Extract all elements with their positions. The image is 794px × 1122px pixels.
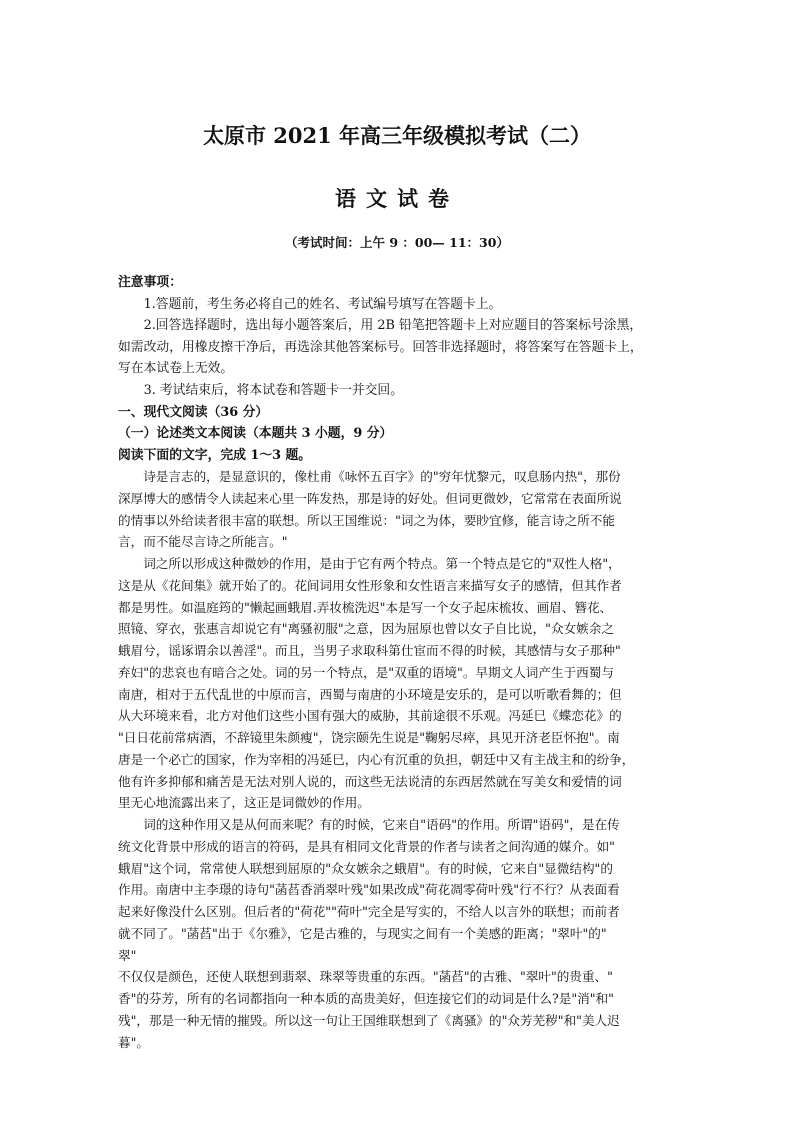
note-item: 3. 考试结束后，将本试卷和答题卡一并交回。 — [143, 382, 404, 398]
passage-line: 香"的芬芳，所有的名词都指向一种本质的高贵美好，但连接它们的动词是什么?是"消"和" — [118, 991, 614, 1006]
passage-line: 作用。南唐中主李璟的诗句"菡萏香消翠叶残"如果改成"荷花凋零荷叶残"行不行？从表面看 — [118, 882, 620, 898]
passage-line: 诗是言志的，是显意识的，像杜甫《咏怀五百字》的"穷年忧黎元，叹息肠内热"，那份 — [143, 469, 621, 484]
passage-line: 就不同了。"菡萏"出于《尔雅》，它是古雅的，与现实之间有一个美感的距离；"翠叶"的" — [118, 925, 607, 941]
passage-line: 起来好像没什么区别。但后者的"荷花""荷叶"完全是写实的，不给人以言外的联想；而前者 — [118, 904, 620, 919]
passage-line: 深厚博大的感情令人读起来心里一阵发热，那是诗的好处。但词更微妙，它常常在表面所说 — [118, 490, 622, 506]
passage-line: 翠" — [118, 947, 137, 963]
passage-line: 残"，那是一种无情的摧毁。所以这一句让王国维联想到了《离骚》的"众芳芜秽"和"美人迟 — [118, 1012, 620, 1028]
passage-line: 从大环境来看，北方对他们这些小国有强大的威胁，其前途很不乐观。冯延巳《蝶恋花》的 — [118, 708, 622, 724]
passage-line: 词的这种作用又是从何而来呢？有的时候，它来自"语码"的作用。所谓"语码"，是在传 — [143, 817, 620, 832]
sub-section-heading: （一）论述类文本阅读（本题共 3 小题，9 分） — [118, 426, 393, 442]
passage-line: 他有许多抑郁和痛苦是无法对别人说的，而这些无法说清的东西居然就在写美女和爱情的词 — [118, 773, 622, 789]
passage-line: 暮"。 — [118, 1034, 149, 1050]
exam-title: 太原市 2021 年高三年级模拟考试（二） — [202, 123, 592, 148]
passage-line: 统文化背景中形成的语言的符码，是具有相同文化背景的作者与读者之间沟通的媒介。如" — [118, 838, 615, 854]
reading-instruction: 阅读下面的文字，完成 1～3 题。 — [118, 447, 312, 463]
note-item: 2.回答选择题时，选出每小题答案后，用 2B 铅笔把答题卡上对应题目的答案标号涂黑， — [143, 318, 643, 334]
section-heading: 一、现代文阅读（36 分） — [118, 404, 269, 420]
passage-line: 言，而不能尽言诗之所能言。" — [118, 534, 288, 550]
passage-line: "日日花前常病酒，不辞镜里朱颜瘦"，饶宗颐先生说是"鞠躬尽瘁，具见开济老臣怀抱"。南 — [118, 730, 620, 745]
notes-section — [118, 272, 678, 466]
note-item: 1.答题前，考生务必将自己的姓名、考试编号填写在答题卡上。 — [143, 296, 502, 312]
passage-line: 照镜、穿衣，张惠言却说它有"离骚初服"之意，因为屈原也曾以女子自比说，"众女嫉余之 — [118, 621, 614, 637]
reading-passage — [118, 466, 678, 1053]
passage-line: 弃妇"的悲哀也有暗合之处。词的另一个特点，是"双重的语境"。早期文人词产生于西蜀与 — [118, 664, 614, 680]
passage-line: 蛾眉兮，谣诼谓余以善淫"。而且，当男子求取科第仕宦而不得的时候，其感情与女子那种" — [118, 643, 621, 658]
exam-time: （考试时间：上午 9 ：00— 11：30） — [285, 235, 509, 250]
passage-line: 里无心地流露出来了，这正是词微妙的作用。 — [118, 795, 370, 811]
passage-line: 这是从《花间集》就开始了的。花间词用女性形象和女性语言来描写女子的感情，但其作者 — [118, 577, 622, 593]
notes-heading: 注意事项： — [118, 275, 182, 290]
passage-line: 唐是一个必亡的国家，作为宰相的冯延巳，内心有沉重的负担，朝廷中又有主战主和的纷争， — [118, 751, 635, 767]
passage-line: 词之所以形成这种微妙的作用，是由于它有两个特点。第一个特点是它的"双性人格"， — [143, 556, 621, 571]
passage-line: 南唐，相对于五代乱世的中原而言，西蜀与南唐的小环境是安乐的，是可以听歌看舞的；但 — [118, 686, 622, 702]
passage-line: 不仅仅是颜色，还使人联想到翡翠、珠翠等贵重的东西。"菡萏"的古雅、"翠叶"的贵重、" — [118, 969, 613, 985]
note-item: 写在本试卷上无效。 — [118, 361, 234, 377]
exam-subtitle: 语文试卷 — [335, 186, 459, 211]
passage-line: 的情事以外给读者很丰富的联想。所以王国维说："词之为体，要眇宜修，能言诗之所不能 — [118, 512, 615, 528]
note-item: 如需改动，用橡皮擦干净后，再选涂其他答案标号。回答非选择题时，将答案写在答题卡上， — [118, 339, 643, 355]
passage-line: 都是男性。如温庭筠的"懒起画蛾眉.弄妆梳洗迟"本是写一个女子起床梳妆、画眉、簪花、 — [118, 599, 613, 615]
passage-line: 蛾眉"这个词，常常使人联想到屈原的"众女嫉余之蛾眉"。有的时候，它来自"显微结构"的 — [118, 860, 613, 876]
